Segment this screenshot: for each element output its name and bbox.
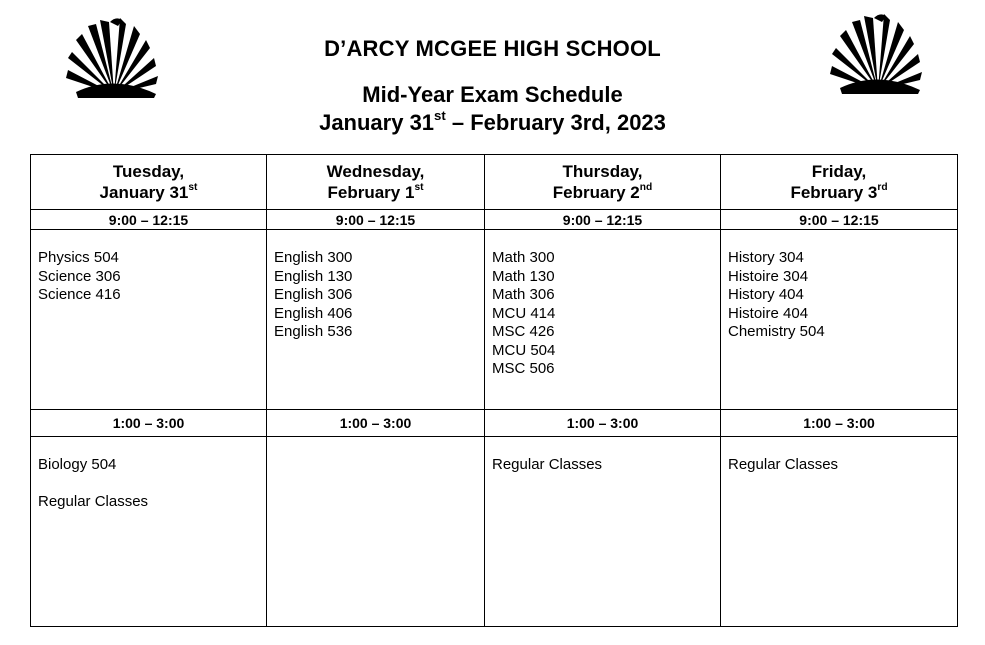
- exam-list: [267, 230, 485, 410]
- time-slot: 1:00 – 3:00: [267, 410, 485, 437]
- time-slot: 9:00 – 12:15: [267, 210, 485, 230]
- exam-item: MSC 426: [492, 323, 555, 340]
- exam-item: English 300: [274, 249, 353, 266]
- exam-item: Science 416: [38, 286, 121, 303]
- day-header: Wednesday, February 1st: [267, 155, 485, 210]
- school-name: D’ARCY MCGEE HIGH SCHOOL: [324, 36, 661, 61]
- exam-item: Math 130: [492, 267, 555, 285]
- exam-list: [485, 437, 721, 627]
- time-slot: 9:00 – 12:15: [31, 210, 267, 230]
- exam-list: [721, 437, 958, 627]
- exam-list: [485, 230, 721, 410]
- exam-item: Chemistry 504: [728, 323, 825, 340]
- schedule-dates: January 31st – February 3rd, 2023: [319, 107, 666, 135]
- day-header-row: [31, 155, 958, 210]
- exam-item: MCU 504: [492, 341, 556, 359]
- schedule-title: Mid-Year Exam Schedule: [362, 82, 623, 107]
- exam-item: History 404: [728, 286, 804, 303]
- exam-item: Histoire 304: [728, 267, 809, 285]
- time-slot: 1:00 – 3:00: [31, 410, 267, 437]
- exam-item: English 406: [274, 304, 353, 322]
- morning-time-row: [31, 210, 958, 230]
- exam-item: Histoire 404: [728, 304, 809, 322]
- exam-item: Physics 504: [38, 249, 119, 266]
- exam-item: Math 306: [492, 286, 555, 303]
- exam-schedule-table: [30, 154, 958, 627]
- exam-list: [267, 437, 485, 627]
- day-header: Tuesday, January 31st: [31, 155, 267, 210]
- afternoon-time-row: [31, 410, 958, 437]
- exam-item: Biology 504: [38, 456, 117, 473]
- exam-list: [31, 230, 267, 410]
- exam-item: Regular Classes: [492, 456, 603, 473]
- exam-item: English 130: [274, 267, 353, 285]
- time-slot: 1:00 – 3:00: [721, 410, 958, 437]
- day-header: Friday, February 3rd: [721, 155, 958, 210]
- exam-list: [31, 437, 267, 627]
- time-slot: 1:00 – 3:00: [485, 410, 721, 437]
- exam-item: Math 300: [492, 249, 555, 266]
- exam-item: MSC 506: [492, 360, 555, 377]
- day-header: Thursday, February 2nd: [485, 155, 721, 210]
- exam-item: English 306: [274, 286, 353, 303]
- regular-classes-note: Regular Classes: [38, 492, 149, 510]
- exam-list: [721, 230, 958, 410]
- exam-item: History 304: [728, 249, 804, 266]
- time-slot: 9:00 – 12:15: [485, 210, 721, 230]
- time-slot: 9:00 – 12:15: [721, 210, 958, 230]
- afternoon-exams-row: [31, 437, 958, 627]
- exam-item: Regular Classes: [728, 456, 839, 473]
- exam-item: Science 306: [38, 267, 121, 285]
- exam-item: English 536: [274, 323, 353, 340]
- morning-exams-row: [31, 230, 958, 410]
- exam-item: MCU 414: [492, 304, 556, 322]
